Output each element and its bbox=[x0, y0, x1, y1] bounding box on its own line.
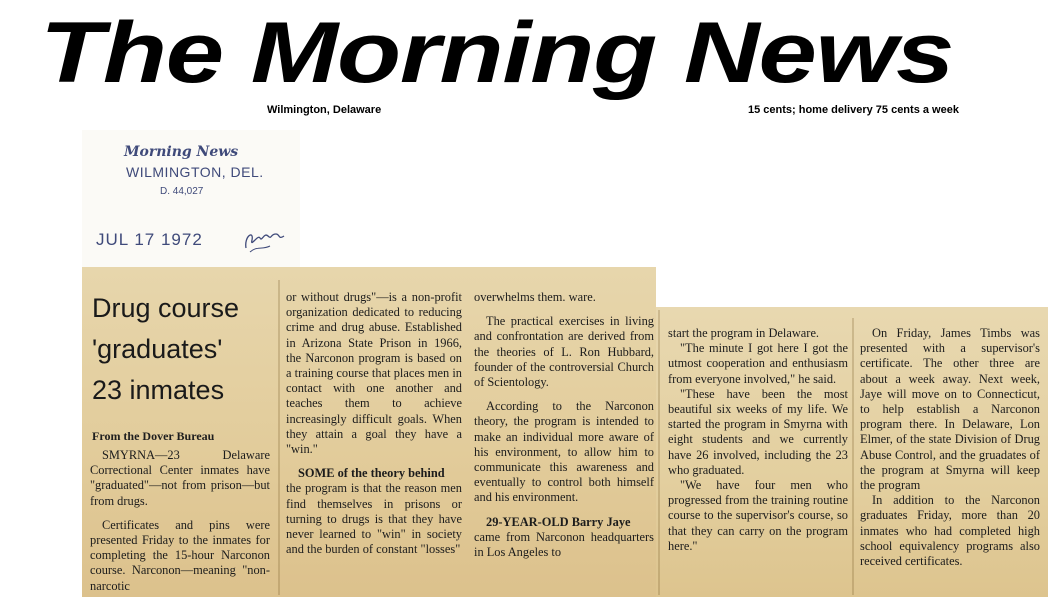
paragraph: start the program in Delaware. bbox=[668, 326, 820, 340]
paragraph: came from Narconon headquarters in Los Angeles to bbox=[474, 529, 654, 560]
paragraph: According to the Narconon theory, the program is intended to make an individual more aware of his environment, to allow him to communicate this awareness and eventually to control both himself and his environment. bbox=[474, 399, 654, 505]
article-byline: From the Dover Bureau bbox=[92, 429, 215, 443]
paragraph: The practical exercises in living and confrontation are derived from the theories of L. Ron Hubbard, founder of the controversial Church of Scientology. bbox=[474, 314, 654, 390]
paragraph: "We have four men who progressed from the training routine course to the supervisor's course, so that they can carry on the program here." bbox=[668, 478, 848, 553]
paragraph: "These have been the most beautiful six weeks of my life. We started the program in Smyrna with eight students and we currently have 26 involved, including the 23 who graduated. bbox=[668, 386, 848, 477]
headline-line: 'graduates' bbox=[92, 334, 223, 364]
masthead-location: Wilmington, Delaware bbox=[267, 104, 382, 116]
paragraph: "The minute I got here I got the utmost cooperation and enthusiasm from everyone involved," he said. bbox=[668, 341, 848, 386]
paragraph: SMYRNA—23 Delaware Correctional Center inmates have "graduated"—not from prison—but from drugs. bbox=[90, 448, 270, 508]
headline-line: Drug course bbox=[92, 293, 240, 323]
article-column-5 bbox=[860, 326, 1040, 569]
paragraph: On Friday, James Timbs was presented with a supervisor's certificate. The other three are about a week away. Next week, Jaye will move on to Connecticut, to help establish a Narconon program there. In Delaware, Lon Elmer, of the state Division of Drug Abuse Control, and the gruadates of the program at Smyrna will keep the program bbox=[860, 326, 1040, 493]
article-column-1 bbox=[90, 448, 270, 594]
headline-line: 23 inmates bbox=[92, 375, 225, 405]
clipping-stamp bbox=[82, 130, 300, 270]
clipping-edge bbox=[658, 310, 660, 595]
newspaper-title: The Morning News bbox=[40, 5, 954, 101]
subhead-lead: 29-YEAR-OLD Barry Jaye bbox=[486, 514, 631, 529]
text-run: overwhelms them. bbox=[474, 290, 566, 304]
paragraph bbox=[474, 290, 654, 305]
handwritten-initials-icon bbox=[240, 226, 288, 254]
text-run: ware. bbox=[568, 290, 596, 304]
stamp-circulation: D. 44,027 bbox=[160, 186, 204, 197]
stamp-paper-name: Morning News bbox=[124, 144, 239, 160]
masthead-price: 15 cents; home delivery 75 cents a week bbox=[748, 104, 959, 116]
column-rule bbox=[852, 318, 854, 595]
paragraph: In addition to the Narconon graduates Friday, more than 20 inmates who had completed high school equivalency programs also received certificates. bbox=[860, 493, 1040, 569]
column-rule bbox=[278, 280, 280, 595]
stamp-date: JUL 17 1972 bbox=[96, 230, 203, 249]
article-headline bbox=[92, 288, 272, 411]
paragraph: the program is that the reason men find themselves in prisons or turning to drugs is that they have never learned to "win" in society and the burden of constant "losses" bbox=[286, 481, 462, 557]
article-column-3 bbox=[474, 290, 654, 560]
subhead-lead: SOME of the theory behind bbox=[298, 466, 445, 481]
article-column-4 bbox=[668, 326, 848, 554]
paragraph: Certificates and pins were presented Friday to the inmates for completing the 15-hour Narconon course. Narconon—meaning "non-narcotic bbox=[90, 517, 270, 593]
paragraph: or without drugs"—is a non-profit organization dedicated to reducing crime and drug abuse. Established in Arizona State Prison in 1966, the Narconon program is based on a training course that places men in contact with one another and teaches them to achieve increasingly difficult goals. When they attain a goal they have a "win." bbox=[286, 290, 462, 457]
masthead bbox=[40, 5, 1040, 101]
stamp-city: WILMINGTON, DEL. bbox=[126, 164, 264, 180]
article-column-2 bbox=[286, 290, 462, 557]
